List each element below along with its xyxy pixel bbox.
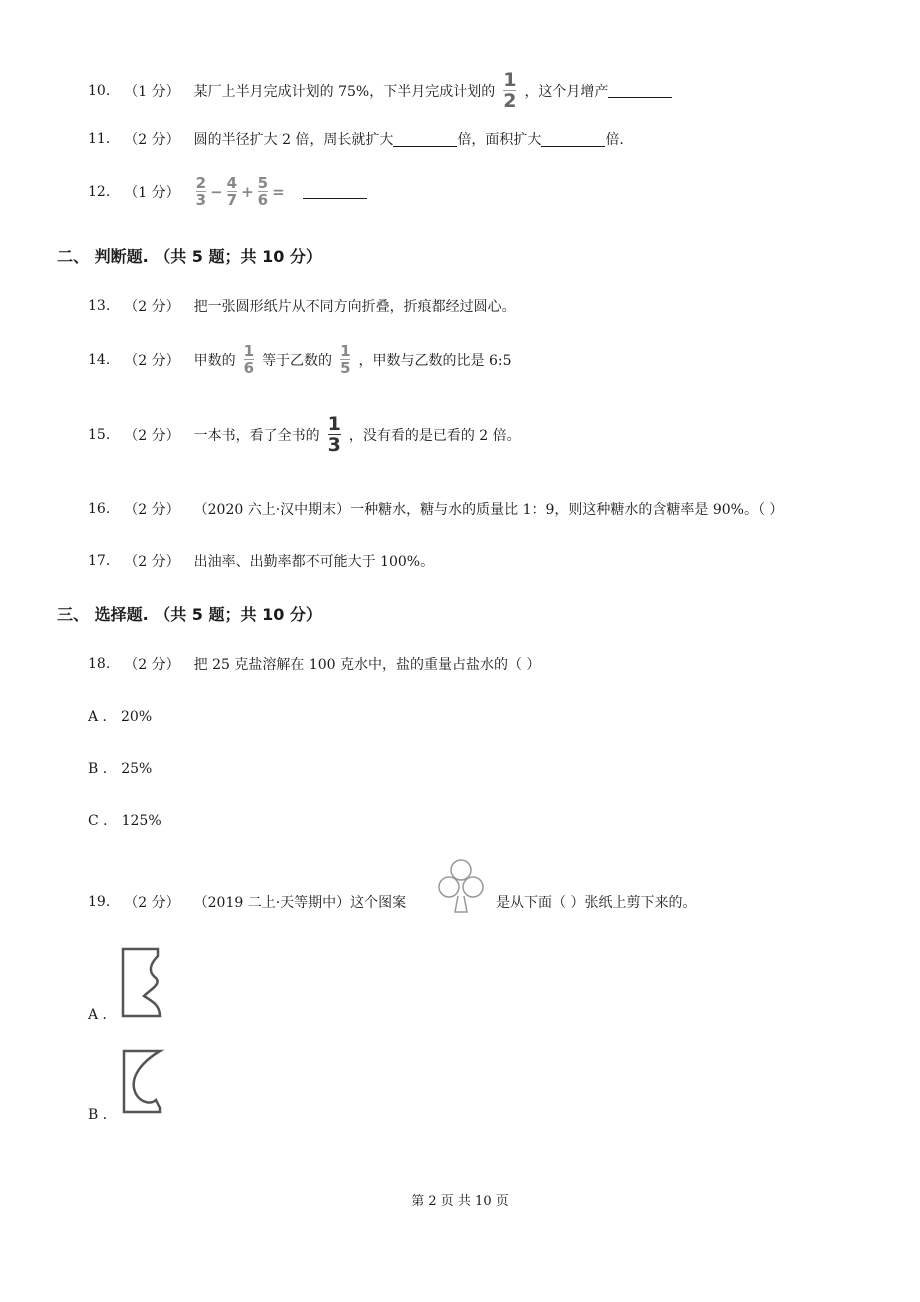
paper-shape-b-icon[interactable] [120,1048,166,1118]
question-number: 12. [88,183,111,200]
paper-shape-a-icon[interactable] [120,946,166,1020]
question-text: 等于乙数的 [262,352,333,369]
question-text: 圆的半径扩大 2 倍，周长就扩大 [193,132,394,148]
question-15 [88,414,521,455]
question-number: 10. [88,82,111,99]
fraction-expression: $\frac{2}{3}$ − $\frac{4}{7}$ + $\frac{5}{6}$ = [195,174,285,209]
question-text: 甲数的 [193,352,236,369]
option-b-label[interactable]: B ． [88,1107,117,1123]
question-number: 16. [88,501,111,517]
option-c[interactable]: C ． 125% [88,813,162,829]
question-score: （2 分） [124,554,180,570]
question-text: 把 25 克盐溶解在 100 克水中，盐的重量占盐水的（ ） [193,657,541,673]
question-number: 17. [88,553,111,569]
fraction: $\frac{2}{3}$ [195,174,207,209]
question-19-continuation [496,892,696,912]
page-footer: 第 2 页 共 10 页 [411,1194,509,1209]
question-text: 是从下面（ ）张纸上剪下来的。 [496,895,697,911]
question-number: 19. [88,894,111,910]
question-17 [88,551,434,571]
question-14 [88,343,511,376]
answer-blank[interactable] [303,184,367,199]
question-text: 倍. [605,132,624,148]
question-score: （2 分） [124,657,180,673]
answer-blank[interactable] [608,83,672,98]
question-text: 一本书，看了全书的 [193,427,320,444]
question-score: （1 分） [124,184,180,201]
question-score: （2 分） [124,299,180,315]
question-number: 15. [88,426,111,443]
question-text: 把一张圆形纸片从不同方向折叠，折痕都经过圆心。 [193,299,516,315]
answer-blank[interactable] [541,132,605,147]
question-text: 出油率、出勤率都不可能大于 100%。 [193,554,435,570]
question-11 [88,129,624,149]
question-19 [88,892,406,912]
question-score: （2 分） [124,352,180,369]
question-text: ，没有看的是已看的 2 倍。 [348,427,521,444]
question-number: 13. [88,298,111,314]
question-text: ，甲数与乙数的比是 6:5 [358,352,512,369]
question-score: （2 分） [124,502,180,518]
question-16 [88,499,783,519]
question-score: （2 分） [124,427,180,444]
section-heading-judgment: 二、 判断题. （共 5 题；共 10 分） [57,247,322,266]
fraction-one-fifth: $\frac{1}{5}$ [340,342,351,377]
question-score: （2 分） [124,895,180,911]
question-number: 18. [88,656,111,672]
option-a[interactable]: A ． 20% [88,709,153,725]
fraction-one-sixth: $\frac{1}{6}$ [243,342,255,377]
option-b[interactable]: B ． 25% [88,761,153,777]
question-18 [88,654,540,674]
fraction: $\frac{4}{7}$ [226,174,238,209]
question-score: （1 分） [124,83,180,100]
question-text: （2019 二上·天等期中）这个图案 [193,895,407,911]
fraction: $\frac{5}{6}$ [257,174,269,209]
question-score: （2 分） [124,132,180,148]
answer-blank[interactable] [393,132,457,147]
question-12 [88,175,367,208]
question-text: 倍，面积扩大 [457,132,542,148]
section-heading-choice: 三、 选择题. （共 5 题；共 10 分） [57,605,322,624]
question-text: ，这个月增产 [524,83,609,100]
question-10 [88,70,672,111]
question-13 [88,296,516,316]
clover-pattern-icon [438,856,484,916]
fraction-one-half: $\frac{1}{2}$ [503,69,517,112]
question-text: 某厂上半月完成计划的 75%，下半月完成计划的 [193,83,496,100]
question-number: 11. [88,131,111,147]
option-a-label[interactable]: A ． [88,1007,117,1023]
fraction-one-third: $\frac{1}{3}$ [327,413,341,456]
question-text: （2020 六上·汉中期末）一种糖水，糖与水的质量比 1：9，则这种糖水的含糖率是 90%。（ ） [193,502,784,518]
question-number: 14. [88,351,111,368]
